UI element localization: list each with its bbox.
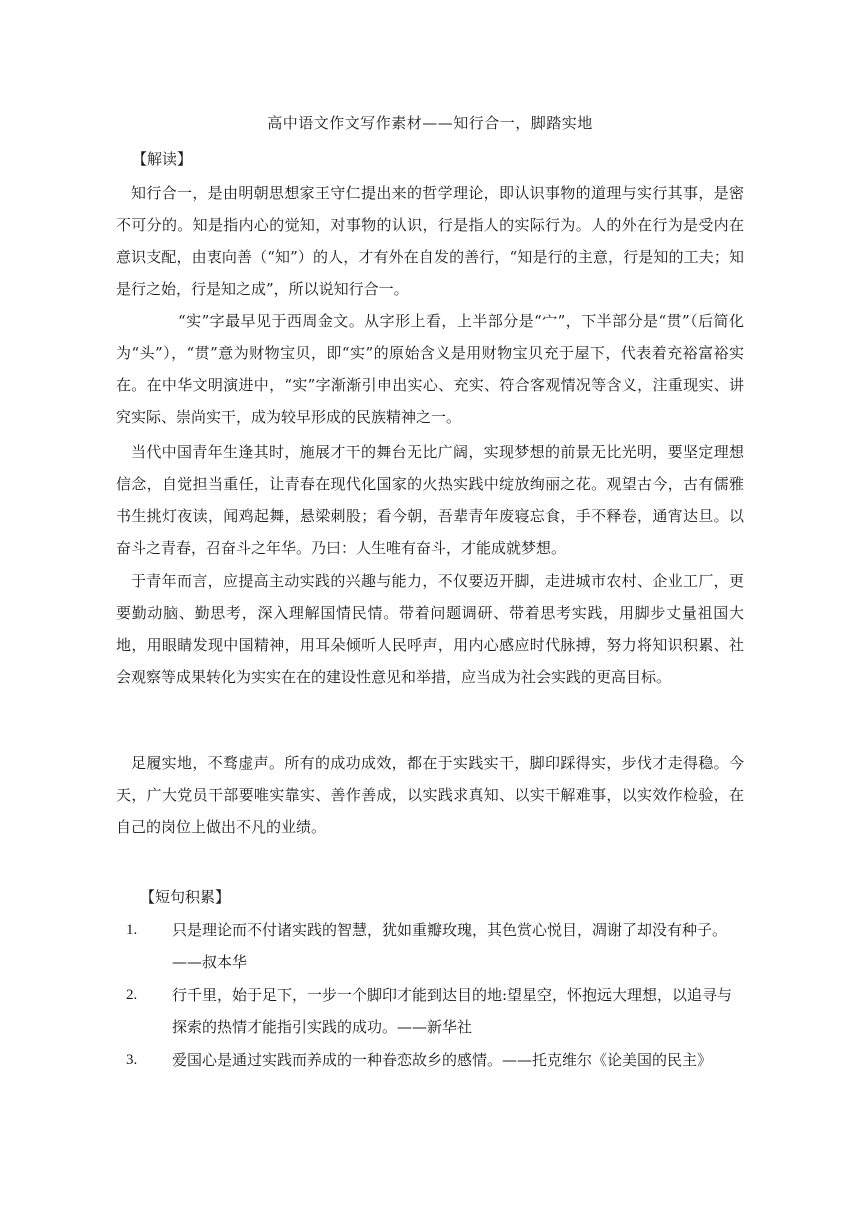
list-item bbox=[126, 1044, 744, 1076]
quote-text: 行千里，始于足下，一步一个脚印才能到达目的地:望星空，怀抱远大理想，以追寻与探索的热情才能指引实践的成功。——新华社 bbox=[172, 986, 733, 1036]
list-item bbox=[126, 914, 744, 978]
list-number: 3. bbox=[126, 1052, 138, 1068]
quote-text: 爱国心是通过实践而养成的一种眷恋故乡的感情。——托克维尔《论美国的民主》 bbox=[172, 1051, 713, 1069]
quote-list bbox=[126, 914, 744, 1077]
paragraph-zhixingheyi: 知行合一，是由明朝思想家王守仁提出来的哲学理论，即认识事物的道理与实行其事，是密不可分的。知是指内心的觉知，对事物的认识，行是指人的实际行为。人的外在行为是受内在意识支配，由衷向善（“知”）的人，才有外在自发的善行，“知是行的主意，行是知的工夫；知是行之始，行是知之成”，所以说知行合一。 bbox=[116, 184, 744, 298]
list-number: 1. bbox=[126, 922, 138, 938]
paragraph-youth-practice: 于青年而言，应提高主动实践的兴趣与能力，不仅要迈开脚，走进城市农村、企业工厂，更要勤动脑、勤思考，深入理解国情民情。带着问题调研、带着思考实践，用脚步丈量祖国大地，用眼睛发现中国精神，用耳朵倾听人民呼声，用内心感应时代脉搏，努力将知识积累、社会观察等成果转化为实实在在的建设性意见和举措，应当成为社会实践的更高目标。 bbox=[116, 572, 744, 686]
section-heading-interpretation: 【解读】 bbox=[132, 150, 193, 168]
paragraph-contemporary-youth: 当代中国青年生逢其时，施展才干的舞台无比广阔，实现梦想的前景无比光明，要坚定理想信念，自觉担当重任，让青春在现代化国家的火热实践中绽放绚丽之花。观望古今，古有儒雅书生挑灯夜读，闻鸡起舞，悬梁刺股；看今朝，吾辈青年废寝忘食，手不释卷，通宵达旦。以奋斗之青春，召奋斗之年华。乃曰：人生唯有奋斗，才能成就梦想。 bbox=[116, 443, 744, 557]
list-number: 2. bbox=[126, 987, 138, 1003]
document-title: 高中语文作文写作素材——知行合一，脚踏实地 bbox=[267, 114, 593, 132]
section-heading-quotes: 【短句积累】 bbox=[140, 888, 231, 906]
paragraph-shi-character: “实”字最早见于西周金文。从字形上看，上半部分是“宀”，下半部分是“贯”（后简化为“头”），“贯”意为财物宝贝，即“实”的原始含义是用财物宝贝充于屋下，代表着充裕富裕实在。在中华文明演进中，“实”字渐渐引申出实心、充实、符合客观情况等含义，注重现实、讲究实际、崇尚实干，成为较早形成的民族精神之一。 bbox=[116, 312, 744, 426]
paragraph-down-to-earth: 足履实地，不骛虚声。所有的成功成效，都在于实践实干，脚印踩得实，步伐才走得稳。今天，广大党员干部要唯实靠实、善作善成，以实践求真知、以实干解难事，以实效作检验，在自己的岗位上做出不凡的业绩。 bbox=[116, 754, 744, 836]
list-item bbox=[126, 979, 744, 1043]
quote-text: 只是理论而不付诸实践的智慧，犹如重瓣玫瑰，其色赏心悦目，凋谢了却没有种子。——叔本华 bbox=[172, 921, 728, 971]
